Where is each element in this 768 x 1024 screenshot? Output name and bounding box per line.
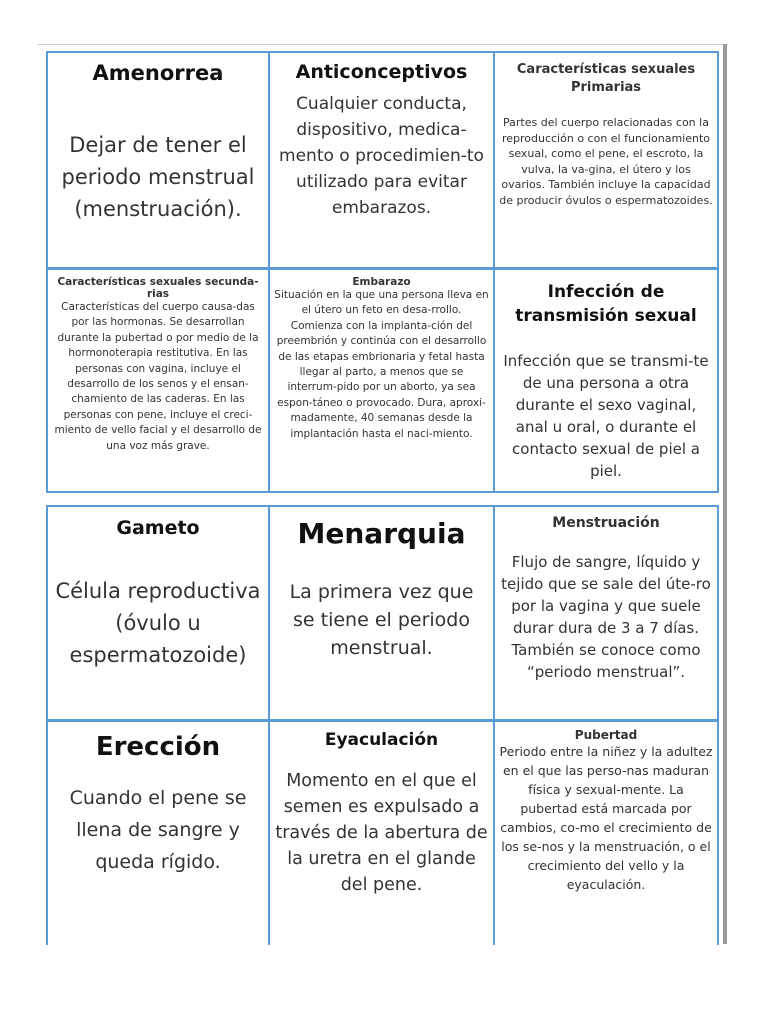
card-definition: Flujo de sangre, líquido y tejido que se sale del úte-ro por la vagina y que suele durar dura de 3 a 7 días. También se conoce como “periodo menstrual”. (501, 553, 711, 681)
card-infeccion-transmision-sexual (495, 270, 717, 491)
card-definition: Célula reproductiva (óvulo u espermatozoide) (55, 579, 261, 667)
card-gameto (48, 507, 270, 721)
card-sheet-top (46, 51, 719, 493)
card-title: Características sexuales secunda-rias (57, 276, 259, 300)
card-title: Anticonceptivos (295, 61, 468, 83)
card-title: Pubertad (574, 728, 638, 742)
card-definition: Cuando el pene se llena de sangre y queda rígido. (69, 787, 247, 873)
card-title: Amenorrea (92, 61, 224, 85)
card-definition: Partes del cuerpo relacionadas con la reproducción o con el funcionamiento sexual, como el pene, el escroto, la vulva, la va-gina, el útero y los ovarios. También incluye la capacidad de producir óvulos o espermatozoides. (499, 116, 713, 207)
card-amenorrea (48, 53, 270, 269)
card-row-4 (48, 722, 717, 945)
card-definition: Situación en la que una persona lleva en el útero un feto en desa-rrollo. Comienza con la implanta-ción del preembrión y continúa con el desarrollo de las etapas embrionaria y fetal hasta llegar al parto, a menos que se interrum-pido por un aborto, ya sea espon-táneo o provocado. Dura, aproxi-madamente, 40 semanas desde la implantación hasta el naci-miento. (274, 289, 489, 440)
card-title: Menstruación (552, 515, 660, 531)
card-title: Gameto (116, 517, 200, 539)
card-title: Características sexuales Primarias (516, 62, 696, 95)
card-title: Erección (95, 732, 221, 762)
card-caracteristicas-secundarias (48, 270, 270, 491)
card-definition: Dejar de tener el periodo menstrual (menstruación). (61, 133, 255, 221)
card-eyaculacion (270, 722, 495, 945)
card-definition: Momento en el que el semen es expulsado a través de la abertura de la uretra en el glande del pene. (275, 771, 488, 895)
card-row-1 (48, 53, 717, 269)
card-sheet-bottom (46, 505, 719, 945)
card-definition: Periodo entre la niñez y la adultez en el que las perso-nas maduran física y sexual-mente. La pubertad está marcada por cambios, co-mo el crecimiento de los se-nos y la menstruación, o el crecimiento del vello y la eyaculación. (499, 744, 713, 892)
card-ereccion (48, 722, 270, 945)
page-right-edge (723, 44, 727, 944)
card-title: Menarquia (297, 517, 466, 550)
page-top-edge (38, 44, 728, 45)
card-row-3 (48, 507, 717, 721)
card-caracteristicas-primarias (495, 53, 717, 269)
card-pubertad (495, 722, 717, 945)
card-definition: La primera vez que se tiene el periodo menstrual. (289, 581, 474, 659)
card-row-2 (48, 270, 717, 491)
card-menarquia (270, 507, 495, 721)
card-definition: Cualquier conducta, dispositivo, medica-mento o procedimien-to utilizado para evitar embarazos. (279, 94, 484, 218)
card-title: Infección de transmisión sexual (515, 282, 697, 326)
card-definition: Características del cuerpo causa-das por las hormonas. Se desarrollan durante la pubertad o por medio de la hormonoterapia restitutiva. En las personas con vagina, incluye el desarrollo de los senos y el ensan-chamiento de las caderas. En las personas con pene, incluye el creci-miento de vello facial y el desarrollo de una voz más grave. (54, 301, 262, 452)
card-definition: Infección que se transmi-te de una persona a otra durante el sexo vaginal, anal u oral, o durante el contacto sexual de piel a piel. (503, 352, 709, 480)
card-anticonceptivos (270, 53, 495, 269)
card-menstruacion (495, 507, 717, 721)
card-title: Embarazo (352, 276, 411, 288)
card-embarazo (270, 270, 495, 491)
card-title: Eyaculación (324, 730, 439, 750)
